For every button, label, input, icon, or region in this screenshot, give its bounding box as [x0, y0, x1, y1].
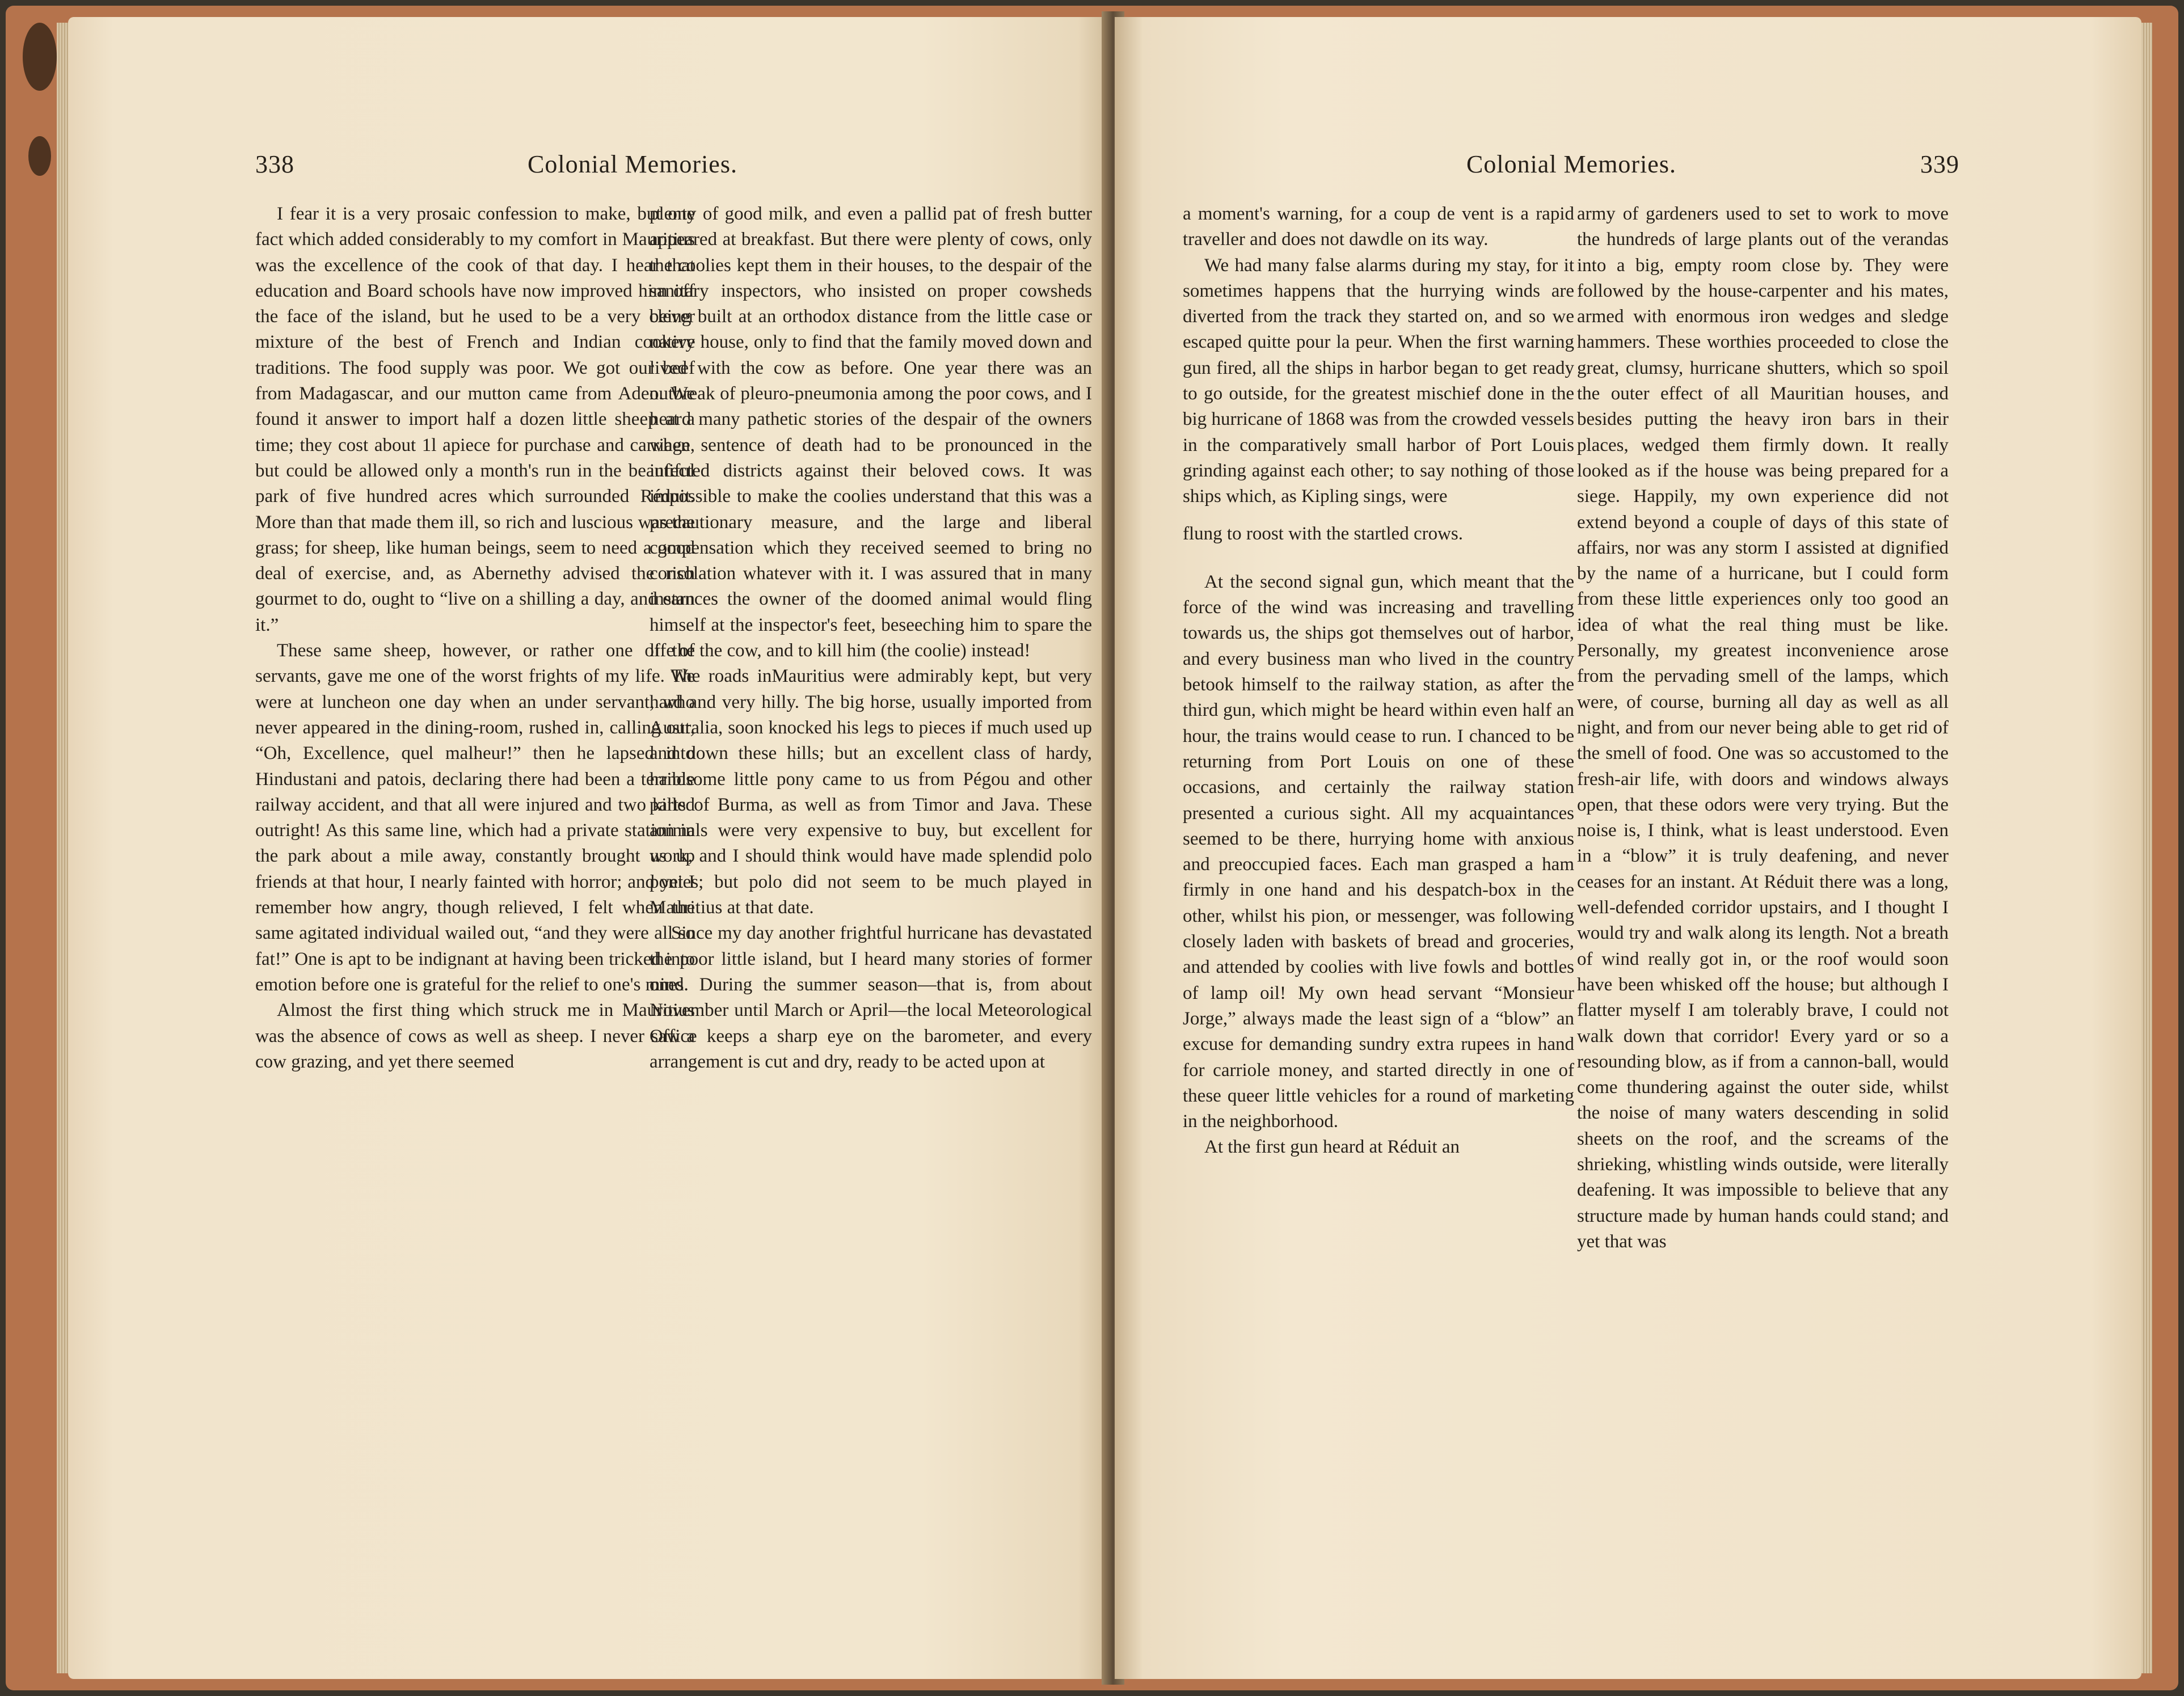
paragraph: At the first gun heard at Réduit an [1204, 1137, 1460, 1158]
right-running-title: Colonial Memories. [1466, 150, 1676, 178]
left-running-title: Colonial Memories. [528, 150, 737, 178]
right-page-number: 339 [1920, 150, 1959, 178]
verse-quotation: flung to roost with the startled crows. [1183, 523, 1464, 544]
paragraph: army of gardeners used to set to work to move the hundreds of large plants out of the verandas into a big, empty room close by. They were followed by the house-carpenter and his mates, armed with enormous iron wedges and sledge hammers. These worthies proceeded to close the great, clumsy, hurricane shutters, which so spoil the outer effect of all Mauritian houses, and besides putting the heavy iron bars in their places, wedged them firmly down. It really looked as if the house was being prepared for a siege. Happily, my own experience did not extend beyond a couple of days of this state of affairs, nor was any storm I assisted at dignified by the name of a hurricane, but I could form from these little experiences only too good an idea of what the real thing must be like. Personally, my greatest inconvenience arose from the pervading smell of the lamps, which were, of course, burning all day as well as all night, and from our never being able to get rid of the smell of food. One was so accustomed to the fresh-air life, with doors and windows always open, that these odors were very trying. But the noise is, I think, what is least understood. Even in a “blow” it is truly deafening, and never ceases for an instant. At Réduit there was a long, well-defended corridor upstairs, and I thought I would try and walk along its length. Not a breath of wind really got in, or the roof would soon have been whisked off the house; but although I flatter myself I am tolerably brave, I could not walk down that corridor! Every yard or so a resounding blow, as if from a cannon-ball, would come thundering against the outer side, whilst the noise of many waters descending in solid sheets on the roof, and the screams of the shrieking, whistling winds outside, were literally deafening. It was impossible to believe that any structure made by human hands could stand; and yet that was [1577, 204, 1949, 1252]
right-page [1115, 17, 2141, 1679]
right-page-column-1 [1183, 201, 1574, 1161]
paragraph: The roads inMauritius were admirably kept, but very hard and very hilly. The big horse, usually imported from Australia, soon knocked his legs to pieces if much used up and down these hills; but an excellent class of hardy, handsome little pony came to us from Pégou and other parts of Burma, as well as from Timor and Java. These animals were very expensive to buy, but excellent for work, and I should think would have made splendid polo ponies; but polo did not seem to be much played in Mauritius at that date. [650, 666, 1092, 918]
paragraph: Almost the first thing which struck me in Mauritius was the absence of cows as well as sheep. I never saw a cow grazing, and yet there seemed [255, 1000, 695, 1072]
left-page [68, 17, 1112, 1679]
paragraph: plenty of good milk, and even a pallid pat of fresh butter appeared at breakfast. But there were plenty of cows, only the coolies kept them in their houses, to the despair of the sanitary inspectors, who insisted on proper cowsheds being built at an orthodox distance from the little case or native house, only to find that the family moved down and lived with the cow as before. One year there was an outbreak of pleuro-pneumonia among the poor cows, and I heard many pathetic stories of the despair of the owners when sentence of death had to be pronounced in the infected districts against their beloved cows. It was impossible to make the coolies understand that this was a precautionary measure, and the large and liberal compensation which they received seemed to bring no consolation whatever with it. I was assured that in many instances the owner of the doomed animal would fling himself at the inspector's feet, beseeching him to spare the life of the cow, and to kill him (the coolie) instead! [650, 204, 1092, 661]
page-damage-stain [23, 23, 57, 91]
page-damage-stain [28, 136, 51, 176]
right-page-column-2 [1577, 201, 1949, 1255]
paragraph: At the second signal gun, which meant that the force of the wind was increasing and travelling towards us, the ships got themselves out of harbor, and every business man who lived in the country betook himself to the railway station, as after the third gun, which might be heard within even half an hour, the trains would cease to run. I chanced to be returning from Port Louis on one of these occasions, and certainly the railway station presented a curious sight. All my acquaintances seemed to be there, hurrying home with anxious and preoccupied faces. Each man grasped a ham firmly in one hand and his despatch-box in the other, whilst his pion, or messenger, was following closely laden with baskets of bread and groceries, and attended by coolies with live fowls and bottles of lamp oil! My own head servant “Monsieur Jorge,” always made the least sign of a “blow” an excuse for demanding sundry extra rupees in hand for carriole money, and started directly in one of these queer little vehicles for a round of marketing in the neighborhood. [1183, 571, 1574, 1132]
paragraph: a moment's warning, for a coup de vent is a rapid traveller and does not dawdle on its way. [1183, 204, 1574, 250]
left-page-number: 338 [255, 150, 294, 178]
left-page-column-1 [255, 201, 695, 1075]
paragraph: I fear it is a very prosaic confession to make, but one fact which added considerably to my comfort in Mauritius was the excellence of the cook of that day. I hear that education and Board schools have now improved him off the face of the island, but he used to be a very clever mixture of the best of French and Indian cookery traditions. The food supply was poor. We got our beef from Madagascar, and our mutton came from Aden. We found it answer to import half a dozen little sheep at a time; they cost about 1l apiece for purchase and carriage, but could be allowed only a month's run in the beautiful park of five hundred acres which surrounded Réduit. More than that made them ill, so rich and luscious was the grass; for sheep, like human beings, seem to need a good deal of exercise, and, as Abernethy advised the rich gourmet to do, ought to “live on a shilling a day, and earn it.” [255, 204, 695, 635]
paragraph: Since my day another frightful hurricane has devastated the poor little island, but I heard many stories of former ones. During the summer season—that is, from about November until March or April—the local Meteorological Office keeps a sharp eye on the barometer, and every arrangement is cut and dry, ready to be acted upon at [650, 923, 1092, 1072]
left-page-column-2 [650, 201, 1092, 1075]
paragraph: These same sheep, however, or rather one of the servants, gave me one of the worst frights of my life. We were at luncheon one day when an under servant, who never appeared in the dining-room, rushed in, calling out, “Oh, Excellence, quel malheur!” then he lapsed into Hindustani and patois, declaring there had been a terrible railway accident, and that all were injured and two killed outright! As this same line, which had a private station in the park about a mile away, constantly brought us up friends at that hour, I nearly fainted with horror; and yet I remember how angry, though relieved, I felt when the same agitated individual wailed out, “and they were all so fat!” One is apt to be indignant at having been tricked into emotion before one is grateful for the relief to one's mind. [255, 640, 695, 995]
paragraph: We had many false alarms during my stay, for it sometimes happens that the hurrying winds are diverted from the track they started on, and so we escaped quitte pour la peur. When the first warning gun fired, all the ships in harbor began to get ready to go outside, for the greatest mischief done in the big hurricane of 1868 was from the crowded vessels in the comparatively small harbor of Port Louis grinding against each other; to say nothing of those ships which, as Kipling sings, were [1183, 255, 1574, 507]
